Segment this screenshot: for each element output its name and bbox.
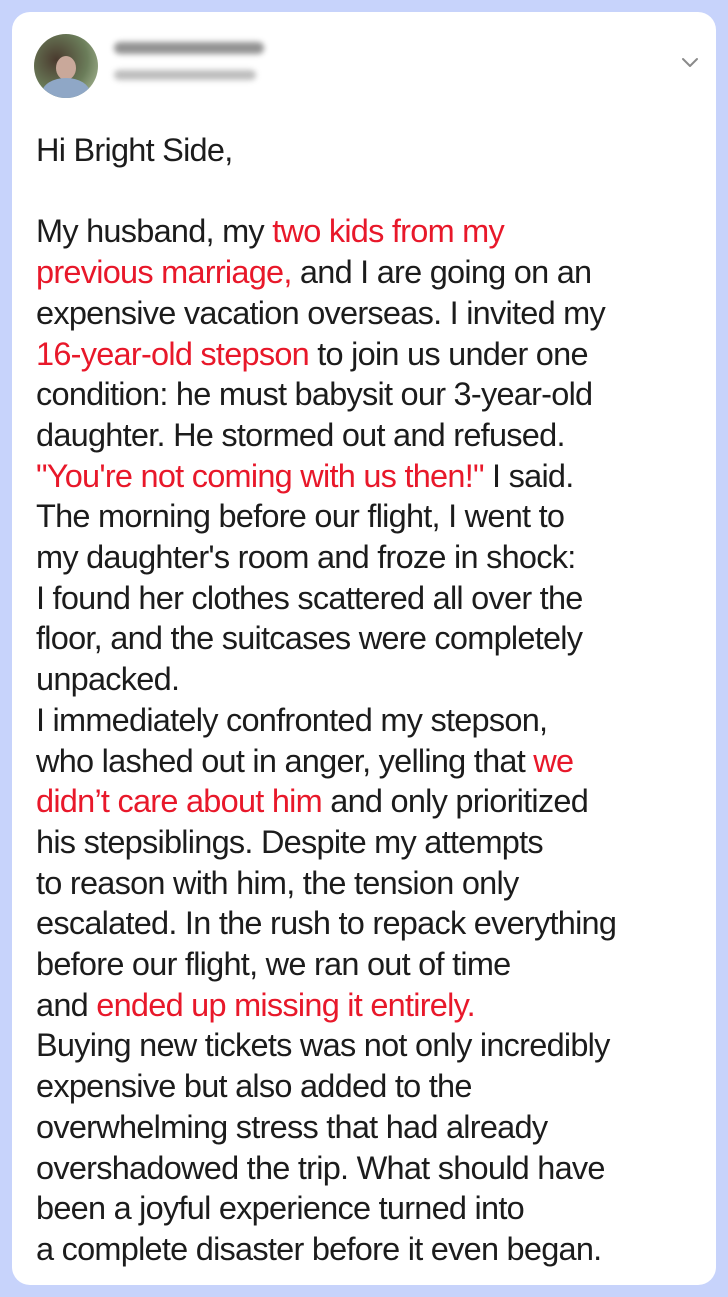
body-line (36, 578, 708, 619)
body-text: my daughter's room and froze in shock: (36, 539, 576, 576)
highlighted-text: ended up missing it entirely. (96, 986, 475, 1023)
post-card (12, 12, 716, 1285)
body-line (36, 944, 708, 985)
body-line (36, 496, 708, 537)
body-line (36, 456, 708, 497)
body-line (36, 1025, 708, 1066)
body-text: unpacked. (36, 661, 180, 698)
body-line (36, 1107, 708, 1148)
body-text: daughter. He stormed out and refused. (36, 416, 565, 453)
body-text: The morning before our flight, I went to (36, 498, 565, 535)
body-line (36, 781, 708, 822)
body-line (36, 1066, 708, 1107)
highlighted-text: two kids from my (272, 213, 505, 250)
body-line (36, 903, 708, 944)
greeting: Hi Bright Side, (36, 132, 233, 168)
body-text: escalated. In the rush to repack everything (36, 905, 617, 942)
body-text: expensive vacation overseas. I invited my (36, 294, 605, 331)
body-line (36, 211, 708, 252)
body-text: a complete disaster before it even began. (36, 1230, 602, 1267)
body-line (36, 374, 708, 415)
body-text: floor, and the suitcases were completely (36, 620, 583, 657)
avatar[interactable] (34, 34, 98, 98)
body-line (36, 415, 708, 456)
body-text: to join us under one (309, 335, 588, 372)
body-text: who lashed out in anger, yelling that (36, 742, 534, 779)
body-text: I said. (483, 457, 574, 494)
body-line (36, 863, 708, 904)
body-text: to reason with him, the tension only (36, 864, 519, 901)
body-line (36, 659, 708, 700)
blank-line (36, 171, 708, 212)
body-line (36, 985, 708, 1026)
highlighted-text: previous marriage, (36, 254, 292, 291)
body-text: overwhelming stress that had already (36, 1108, 548, 1145)
highlighted-text: we (533, 742, 574, 779)
body-text: condition: he must babysit our 3-year-old (36, 376, 593, 413)
body-line (36, 1148, 708, 1189)
body-text: expensive but also added to the (36, 1068, 472, 1105)
body-text: his stepsiblings. Despite my attempts (36, 823, 543, 860)
body-text: overshadowed the trip. What should have (36, 1149, 605, 1186)
body-line (36, 1229, 708, 1270)
body-text: been a joyful experience turned into (36, 1190, 524, 1227)
body-line (36, 293, 708, 334)
body-text: I found her clothes scattered all over the (36, 579, 583, 616)
body-line (36, 537, 708, 578)
body-text: My husband, my (36, 213, 273, 250)
body-line (36, 1188, 708, 1229)
body-line (36, 618, 708, 659)
body-text: and only prioritized (321, 783, 589, 820)
avatar-shoulder (42, 78, 90, 98)
highlighted-text: didn’t care about him (36, 783, 322, 820)
body-line (36, 700, 708, 741)
body-text: and (36, 986, 97, 1023)
avatar-face (56, 56, 76, 80)
highlighted-text: 16-year-old stepson (36, 335, 309, 372)
blurred-username (114, 70, 256, 80)
post-body (36, 130, 708, 1270)
body-line (36, 822, 708, 863)
body-line (36, 252, 708, 293)
highlighted-text: "You're not coming with us then!" (36, 457, 484, 494)
body-text: and I are going on an (291, 254, 592, 291)
body-text: Buying new tickets was not only incredibly (36, 1027, 610, 1064)
body-line (36, 334, 708, 375)
body-text: before our flight, we ran out of time (36, 946, 511, 983)
body-line (36, 741, 708, 782)
body-text: I immediately confronted my stepson, (36, 701, 548, 738)
body-lines (36, 211, 708, 1269)
blurred-display-name (114, 42, 264, 54)
chevron-down-icon[interactable] (680, 52, 700, 72)
